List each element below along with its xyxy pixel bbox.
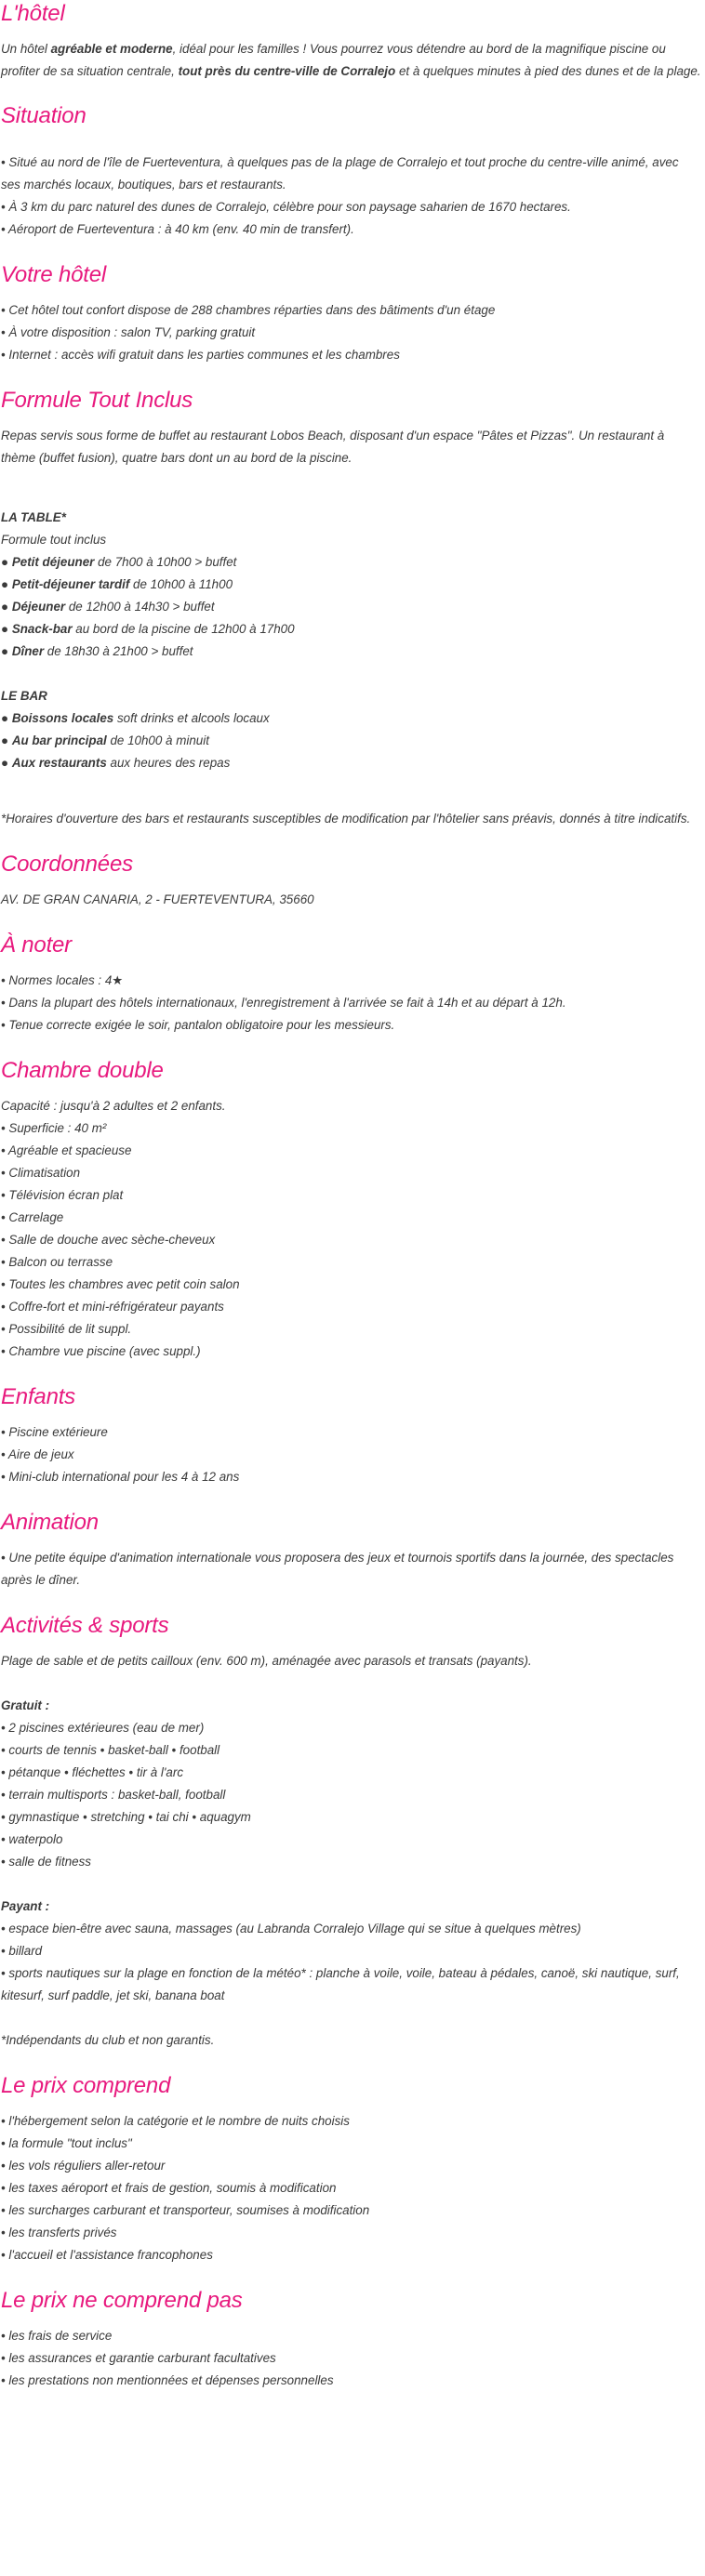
prix-comprend-line: • les taxes aéroport et frais de gestion, soumis à modification xyxy=(1,2181,337,2195)
section-title-formule: Formule Tout Inclus xyxy=(1,388,193,413)
section-coordonnees xyxy=(1,851,701,911)
section-title-votre-hotel: Votre hôtel xyxy=(1,262,106,287)
payant-heading: Payant : xyxy=(1,1899,50,1913)
table-item: ● Petit déjeuner de 7h00 à 10h00 > buffet xyxy=(1,555,237,569)
animation-text: • Une petite équipe d'animation internationale vous proposera des jeux et tournois sportifs dans la journée, des spectacles après le dîner. xyxy=(1,1551,674,1587)
enfants-line: • Aire de jeux xyxy=(1,1447,74,1461)
section-title-animation: Animation xyxy=(1,1510,99,1535)
section-animation xyxy=(1,1509,701,1592)
payant-item: • espace bien-être avec sauna, massages (au Labranda Corralejo Village qui se situe à quelques mètres) xyxy=(1,1922,581,1935)
section-hotel xyxy=(1,0,701,83)
prix-ne-comprend-line: • les assurances et garantie carburant facultatives xyxy=(1,2351,276,2365)
section-title-enfants: Enfants xyxy=(1,1384,75,1409)
section-title-activites: Activités & sports xyxy=(1,1613,169,1638)
bar-heading: LE BAR xyxy=(1,689,47,703)
bar-item: ● Boissons locales soft drinks et alcools locaux xyxy=(1,711,270,725)
chambre-line: • Balcon ou terrasse xyxy=(1,1255,113,1269)
chambre-line: • Climatisation xyxy=(1,1166,81,1180)
prix-comprend-list xyxy=(1,2110,701,2266)
gratuit-item: • salle de fitness xyxy=(1,1855,91,1869)
votre-hotel-line: • Internet : accès wifi gratuit dans les parties communes et les chambres xyxy=(1,348,400,362)
section-title-situation: Situation xyxy=(1,103,86,128)
prix-comprend-line: • l'accueil et l'assistance francophones xyxy=(1,2248,213,2262)
gratuit-item: • courts de tennis • basket-ball • football xyxy=(1,1743,220,1757)
a-noter-line: • Normes locales : 4★ xyxy=(1,973,124,987)
table-item: ● Dîner de 18h30 à 21h00 > buffet xyxy=(1,644,193,658)
section-prix-ne-comprend xyxy=(1,2287,701,2392)
table-item: ● Petit-déjeuner tardif de 10h00 à 11h00 xyxy=(1,577,233,591)
chambre-line: • Télévision écran plat xyxy=(1,1188,124,1202)
gratuit-heading: Gratuit : xyxy=(1,1698,50,1712)
situation-line: • Situé au nord de l'île de Fuerteventura, à quelques pas de la plage de Corralejo et tout proche du centre-ville animé, avec ses marchés locaux, boutiques, bars et restaurants. xyxy=(1,155,679,192)
gratuit-item: • 2 piscines extérieures (eau de mer) xyxy=(1,1721,205,1735)
table-heading: LA TABLE* xyxy=(1,510,66,524)
table-item: ● Déjeuner de 12h00 à 14h30 > buffet xyxy=(1,600,215,614)
prix-ne-comprend-list xyxy=(1,2325,701,2392)
votre-hotel-line: • À votre disposition : salon TV, parking gratuit xyxy=(1,325,256,339)
a-noter-line: • Dans la plupart des hôtels internationaux, l'enregistrement à l'arrivée se fait à 14h et au départ à 12h. xyxy=(1,996,566,1010)
section-title-coordonnees: Coordonnées xyxy=(1,852,133,877)
situation-line: • Aéroport de Fuerteventura : à 40 km (env. 40 min de transfert). xyxy=(1,222,354,236)
enfants-line: • Piscine extérieure xyxy=(1,1425,108,1439)
enfants-list xyxy=(1,1421,701,1488)
prix-comprend-line: • les vols réguliers aller-retour xyxy=(1,2159,166,2173)
chambre-line: • Chambre vue piscine (avec suppl.) xyxy=(1,1344,201,1358)
payant-list xyxy=(1,1918,701,2007)
prix-ne-comprend-line: • les frais de service xyxy=(1,2329,113,2343)
prix-comprend-line: • les surcharges carburant et transporteur, soumises à modification xyxy=(1,2203,370,2217)
section-title-chambre: Chambre double xyxy=(1,1058,164,1083)
gratuit-item: • pétanque • fléchettes • tir à l'arc xyxy=(1,1765,184,1779)
chambre-list xyxy=(1,1095,701,1363)
table-items-list xyxy=(1,551,701,663)
votre-hotel-line: • Cet hôtel tout confort dispose de 288 chambres réparties dans des bâtiments d'un étage xyxy=(1,303,496,317)
bar-item: ● Aux restaurants aux heures des repas xyxy=(1,756,231,770)
formule-note: *Horaires d'ouverture des bars et restaurants susceptibles de modification par l'hôtelier sans préavis, donnés à titre indicatifs. xyxy=(1,812,691,826)
chambre-line: • Coffre-fort et mini-réfrigérateur payants xyxy=(1,1300,224,1314)
section-title-prix-comprend: Le prix comprend xyxy=(1,2073,171,2098)
situation-line: • À 3 km du parc naturel des dunes de Corralejo, célèbre pour son paysage saharien de 1670 hectares. xyxy=(1,200,571,214)
section-formule xyxy=(1,387,701,830)
prix-comprend-line: • les transferts privés xyxy=(1,2226,117,2239)
table-subheading: Formule tout inclus xyxy=(1,533,107,547)
hotel-intro-text: Un hôtel agréable et moderne, idéal pour les familles ! Vous pourrez vous détendre au bord de la magnifique piscine ou profiter de sa situation centrale, tout près du centre-ville de Corralejo et à quelques minutes à pied des dunes et de la plage. xyxy=(1,42,701,78)
chambre-line: • Toutes les chambres avec petit coin salon xyxy=(1,1277,240,1291)
section-activites xyxy=(1,1612,701,2052)
bar-items-list xyxy=(1,707,701,774)
situation-list xyxy=(1,152,701,241)
gratuit-item: • terrain multisports : basket-ball, football xyxy=(1,1788,226,1802)
prix-ne-comprend-line: • les prestations non mentionnées et dépenses personnelles xyxy=(1,2373,334,2387)
payant-item: • sports nautiques sur la plage en fonction de la météo* : planche à voile, voile, bateau à pédales, canoë, ski nautique, surf, kitesurf, surf paddle, jet ski, banana boat xyxy=(1,1966,680,2002)
chambre-line: • Carrelage xyxy=(1,1210,64,1224)
gratuit-item: • gymnastique • stretching • tai chi • aquagym xyxy=(1,1810,251,1824)
chambre-line: • Salle de douche avec sèche-cheveux xyxy=(1,1233,216,1247)
bar-item: ● Au bar principal de 10h00 à minuit xyxy=(1,733,209,747)
chambre-line: Capacité : jusqu'à 2 adultes et 2 enfants. xyxy=(1,1099,226,1113)
section-prix-comprend xyxy=(1,2072,701,2266)
prix-comprend-line: • l'hébergement selon la catégorie et le nombre de nuits choisis xyxy=(1,2114,350,2128)
section-title-prix-ne-comprend: Le prix ne comprend pas xyxy=(1,2288,243,2313)
table-item: ● Snack-bar au bord de la piscine de 12h00 à 17h00 xyxy=(1,622,295,636)
chambre-line: • Possibilité de lit suppl. xyxy=(1,1322,132,1336)
a-noter-list xyxy=(1,970,701,1037)
section-title-a-noter: À noter xyxy=(1,932,72,958)
section-a-noter xyxy=(1,931,701,1037)
activites-note: *Indépendants du club et non garantis. xyxy=(1,2033,215,2047)
enfants-line: • Mini-club international pour les 4 à 12 ans xyxy=(1,1470,240,1484)
section-enfants xyxy=(1,1383,701,1488)
section-situation xyxy=(1,102,701,241)
formule-intro: Repas servis sous forme de buffet au restaurant Lobos Beach, disposant d'un espace "Pâtes et Pizzas". Un restaurant à thème (buffet fusion), quatre bars dont un au bord de la piscine. xyxy=(1,429,665,465)
gratuit-list xyxy=(1,1717,701,1873)
section-chambre xyxy=(1,1057,701,1363)
prix-comprend-line: • la formule "tout inclus" xyxy=(1,2136,132,2150)
a-noter-line: • Tenue correcte exigée le soir, pantalon obligatoire pour les messieurs. xyxy=(1,1018,395,1032)
chambre-line: • Superficie : 40 m² xyxy=(1,1121,107,1135)
section-votre-hotel xyxy=(1,261,701,366)
chambre-line: • Agréable et spacieuse xyxy=(1,1143,132,1157)
hotel-address: AV. DE GRAN CANARIA, 2 - FUERTEVENTURA, 35660 xyxy=(1,892,314,906)
activites-intro: Plage de sable et de petits cailloux (env. 600 m), aménagée avec parasols et transats (payants). xyxy=(1,1654,532,1668)
payant-item: • billard xyxy=(1,1944,43,1958)
section-title-hotel: L'hôtel xyxy=(1,1,65,26)
gratuit-item: • waterpolo xyxy=(1,1832,63,1846)
votre-hotel-list xyxy=(1,299,701,366)
